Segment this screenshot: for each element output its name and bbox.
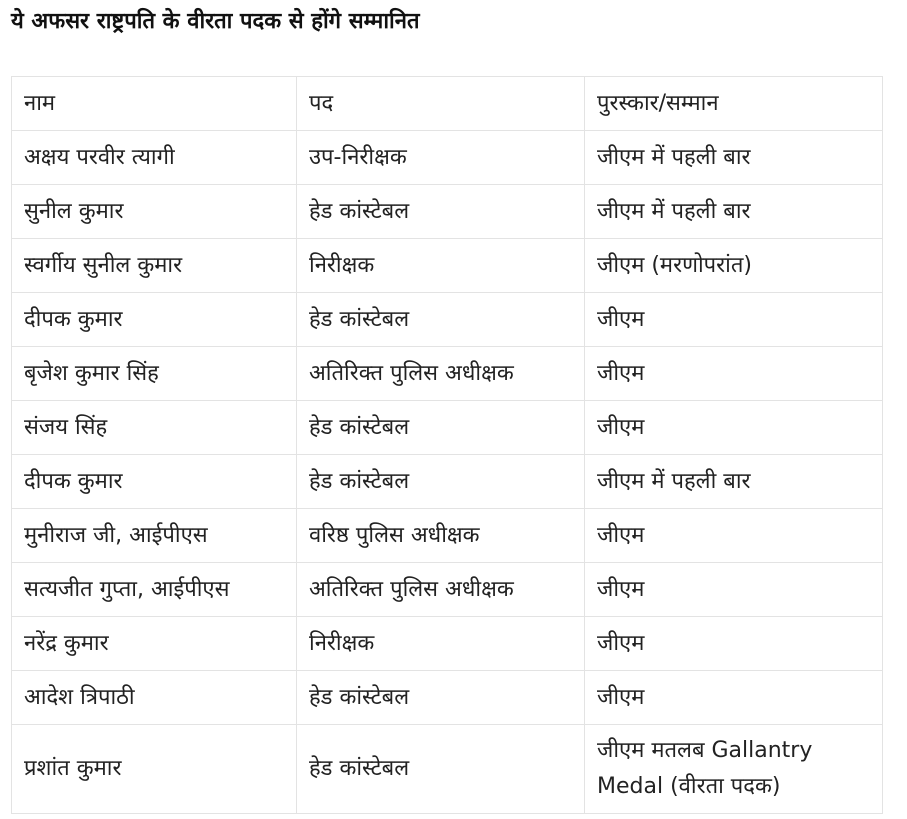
cell-rank: वरिष्ठ पुलिस अधीक्षक	[297, 509, 585, 563]
cell-name: प्रशांत कुमार	[12, 725, 297, 814]
header-name: नाम	[12, 77, 297, 131]
table-row	[12, 455, 883, 509]
table-row	[12, 185, 883, 239]
table-row	[12, 239, 883, 293]
table-header-row	[12, 77, 883, 131]
cell-name: आदेश त्रिपाठी	[12, 671, 297, 725]
cell-rank: निरीक्षक	[297, 617, 585, 671]
cell-rank: निरीक्षक	[297, 239, 585, 293]
cell-award: जीएम	[585, 401, 883, 455]
header-award: पुरस्कार/सम्मान	[585, 77, 883, 131]
cell-rank: हेड कांस्टेबल	[297, 185, 585, 239]
cell-name: संजय सिंह	[12, 401, 297, 455]
cell-name: दीपक कुमार	[12, 293, 297, 347]
cell-rank: हेड कांस्टेबल	[297, 725, 585, 814]
page-title: ये अफसर राष्ट्रपति के वीरता पदक से होंगे सम्मानित	[11, 9, 420, 34]
cell-award: जीएम	[585, 617, 883, 671]
cell-award: जीएम मतलब Gallantry Medal (वीरता पदक)	[585, 725, 883, 814]
cell-rank: अतिरिक्त पुलिस अधीक्षक	[297, 563, 585, 617]
table-row	[12, 509, 883, 563]
cell-award: जीएम (मरणोपरांत)	[585, 239, 883, 293]
header-rank: पद	[297, 77, 585, 131]
table-row	[12, 725, 883, 814]
cell-name: सत्यजीत गुप्ता, आईपीएस	[12, 563, 297, 617]
cell-name: स्वर्गीय सुनील कुमार	[12, 239, 297, 293]
cell-rank: हेड कांस्टेबल	[297, 671, 585, 725]
table-row	[12, 563, 883, 617]
cell-rank: हेड कांस्टेबल	[297, 401, 585, 455]
table-row	[12, 293, 883, 347]
cell-rank: हेड कांस्टेबल	[297, 293, 585, 347]
cell-award: जीएम	[585, 509, 883, 563]
cell-name: बृजेश कुमार सिंह	[12, 347, 297, 401]
cell-award: जीएम	[585, 347, 883, 401]
gallantry-award-table	[11, 76, 883, 814]
cell-award: जीएम	[585, 563, 883, 617]
table-row	[12, 347, 883, 401]
cell-rank: हेड कांस्टेबल	[297, 455, 585, 509]
table-row	[12, 131, 883, 185]
cell-name: नरेंद्र कुमार	[12, 617, 297, 671]
cell-name: दीपक कुमार	[12, 455, 297, 509]
cell-award: जीएम में पहली बार	[585, 185, 883, 239]
cell-rank: अतिरिक्त पुलिस अधीक्षक	[297, 347, 585, 401]
cell-name: सुनील कुमार	[12, 185, 297, 239]
table-row	[12, 671, 883, 725]
table-row	[12, 401, 883, 455]
cell-name: अक्षय परवीर त्यागी	[12, 131, 297, 185]
cell-name: मुनीराज जी, आईपीएस	[12, 509, 297, 563]
cell-award: जीएम	[585, 293, 883, 347]
cell-award: जीएम में पहली बार	[585, 131, 883, 185]
cell-award: जीएम	[585, 671, 883, 725]
cell-rank: उप-निरीक्षक	[297, 131, 585, 185]
table-row	[12, 617, 883, 671]
cell-award: जीएम में पहली बार	[585, 455, 883, 509]
